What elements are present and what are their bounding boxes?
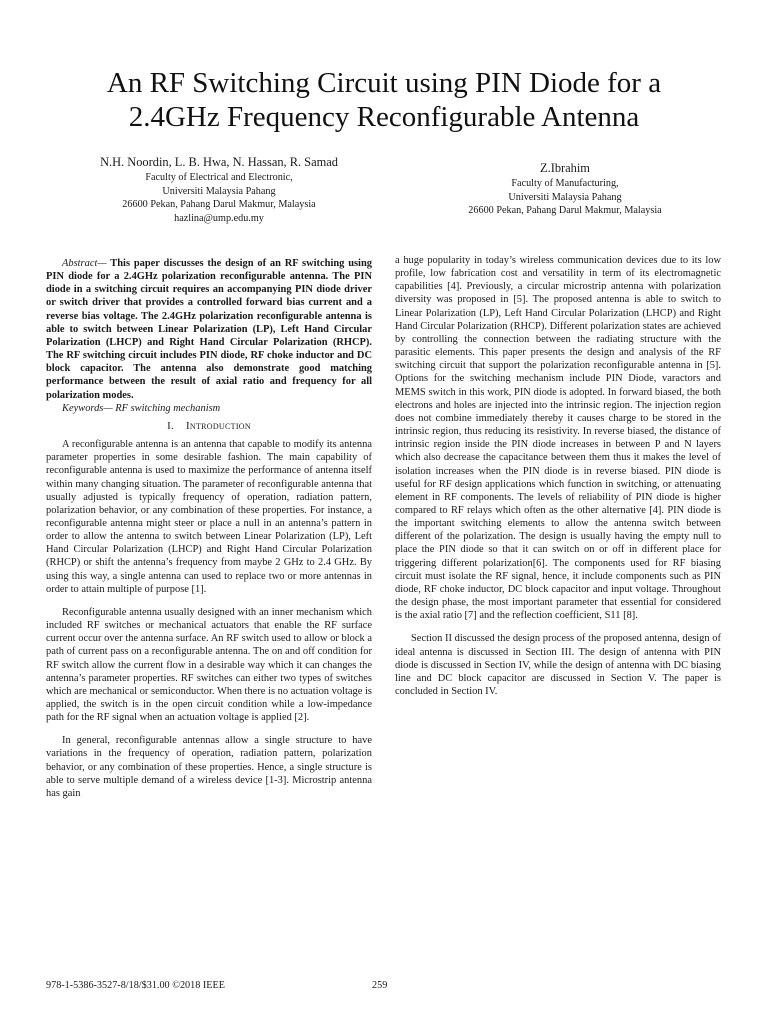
right-column <box>395 254 721 698</box>
author-affiliation-line: Faculty of Manufacturing, <box>511 178 619 189</box>
abstract <box>46 257 372 402</box>
author-affiliation-line: Universiti Malaysia Pahang <box>508 191 622 203</box>
paper-title-line2: 2.4GHz Frequency Reconfigurable Antenna <box>128 101 640 133</box>
author-email: hazlina@ump.edu.my <box>174 212 264 224</box>
paper-title-line1: An RF Switching Circuit using PIN Diode for a <box>106 67 662 99</box>
author-names: N.H. Noordin, L. B. Hwa, N. Hassan, R. Samad <box>100 155 338 169</box>
copyright-notice: 978-1-5386-3527-8/18/$31.00 ©2018 IEEE <box>46 980 225 991</box>
author-names: Z.Ibrahim <box>540 161 590 175</box>
author-affiliation-line: Universiti Malaysia Pahang <box>162 185 276 197</box>
author-block-2 <box>412 160 718 218</box>
section-number: I. <box>167 419 174 432</box>
section-title: Introduction <box>185 419 251 432</box>
author-affiliation-line: 26600 Pekan, Pahang Darul Makmur, Malaysia <box>122 199 316 211</box>
body-paragraph: a huge popularity in today’s wireless communication devices due to its low profile, low fabrication cost and versatility in term of its electromagnetic capabilities [4]. Previously, a circular microstrip antenna with polarization diversity was proposed in [5]. The proposed antenna is able to switch to Linear Polarization (LP), Left Hand Circular Polarization (LHCP) and Right Hand Circular Polarization (RHCP). Different polarization states are achieved by controlling the connection between the radiating structure with the parasitic elements. This paper presents the design and analysis of the RF switching circuit that support the polarization reconfigurable antenna in [5]. Options for the switching mechanism include PIN Diode, varactors and MEMS switch in this work, PIN diode is adopted. In forward biased, the both electrons and holes are injected into the intrinsic region. The injection region does not combine immediately thereby it causes charge to be stored in the intrinsic region, thus reducing its resistivity. In reverse biased, the distance of intrinsic region inside the PIN diode increases in between P and N layers which also decrease the capacitance between them thus it makes the level of isolation increases when the PIN diode is in reverse biased. PIN diode is useful for RF design applications which function in switching, or attenuating element in RF components. The levels of reliability of PIN diode is higher compared to RF relays which often as the other alternative [4]. PIN diode is the important switching elements to allow the antenna switch between different of the polarization. The design is usually having the empty null to place the PIN diode so that it can switch on or off in different place for triggering different polarization[6]. The components used for RF biasing circuit must isolate the RF signal, hence, it include components such as PIN diode, RF choke inductor, DC block capacitor and input voltage. Throughout the design phase, the most important parameter that essential for considered is the axial ratio [7] and the reflection coefficient, S11 [8]. <box>395 255 721 622</box>
body-paragraph: In general, reconfigurable antennas allow a single structure to have variations in the frequency of operation, radiation pattern, polarization behavior, or any combination of these properties. Hence, a single structure is able to serve multiple demand of a wireless device [1-3]. Microstrip antenna has gain <box>46 735 372 799</box>
body-paragraph: Section II discussed the design process of the proposed antenna, design of ideal antenna is discussed in Section III. The design of antenna with PIN diode is discussed in Section IV, while the design of antenna with DC biasing line and DC block capacitor are discussed in Section V. The paper is concluded in Section IV. <box>395 633 721 697</box>
left-column <box>46 257 372 800</box>
abstract-text: This paper discusses the design of an RF switching using PIN diode for a 2.4GHz polarization reconfigurable antenna. The PIN diode in a switching circuit requires an accompanying PIN diode driver or switch driver that provides a controlled forward bias current and a reverse bias voltage. The 2.4GHz polarization reconfigurable antenna is able to switch between Linear Polarization (LP), Left Hand Circular Polarization (LHCP) and Right Hand Circular Polarization (RHCP). The RF switching circuit includes PIN diode, RF choke inductor and DC block capacitor. The antenna also demonstrate good matching performance between the result of axial ratio and frequency for all polarization modes. <box>46 258 372 401</box>
page-number: 259 <box>372 980 388 991</box>
paper-title <box>60 66 708 134</box>
author-block-1 <box>48 154 390 225</box>
body-paragraph: A reconfigurable antenna is an antenna that capable to modify its antenna parameter properties in some desirable fashion. The main capability of reconfigurable antenna is used to maximize the performance of antenna itself within many changing situation. The parameter of reconfigurable antenna that usually adjusted is typically frequency of operation, radiation pattern, polarization behavior, or any combination of these properties. For instance, a reconfigurable antenna might steer or place a null in an antenna’s pattern in order to allow the antenna to switch between Linear Polarization (LP), Left Hand Circular Polarization (LHCP) and Right Hand Circular Polarization (RHCP) or shift the antenna’s frequency from maybe 2 GHz to 2.4 GHz. By using this way, a single antenna can used to replace two or more antennas in order to attain multiple of purpose [1]. <box>46 439 372 595</box>
abstract-lead: Abstract— <box>62 258 107 269</box>
keywords: Keywords— RF switching mechanism <box>62 402 221 414</box>
author-affiliation-line: 26600 Pekan, Pahang Darul Makmur, Malaysia <box>468 205 662 217</box>
author-affiliation-line: Faculty of Electrical and Electronic, <box>145 172 293 183</box>
section-heading <box>46 420 372 433</box>
body-paragraph: Reconfigurable antenna usually designed with an inner mechanism which included RF switches or mechanical actuators that enable the RF surface current occur over the antenna surface. An RF switch used to allow or block a path of current pass on a reconfigurable antenna. The on and off condition for RF switch allow the current flow in a desirable way which it can changes the antenna’s parameter properties. RF switches can either two types of switches which are mechanical or semiconductor. When there is no actuation voltage is applied, the switch is in the open circuit condition while a low-impedance path for the RF signal when an actuation voltage is applied [2]. <box>46 606 372 724</box>
